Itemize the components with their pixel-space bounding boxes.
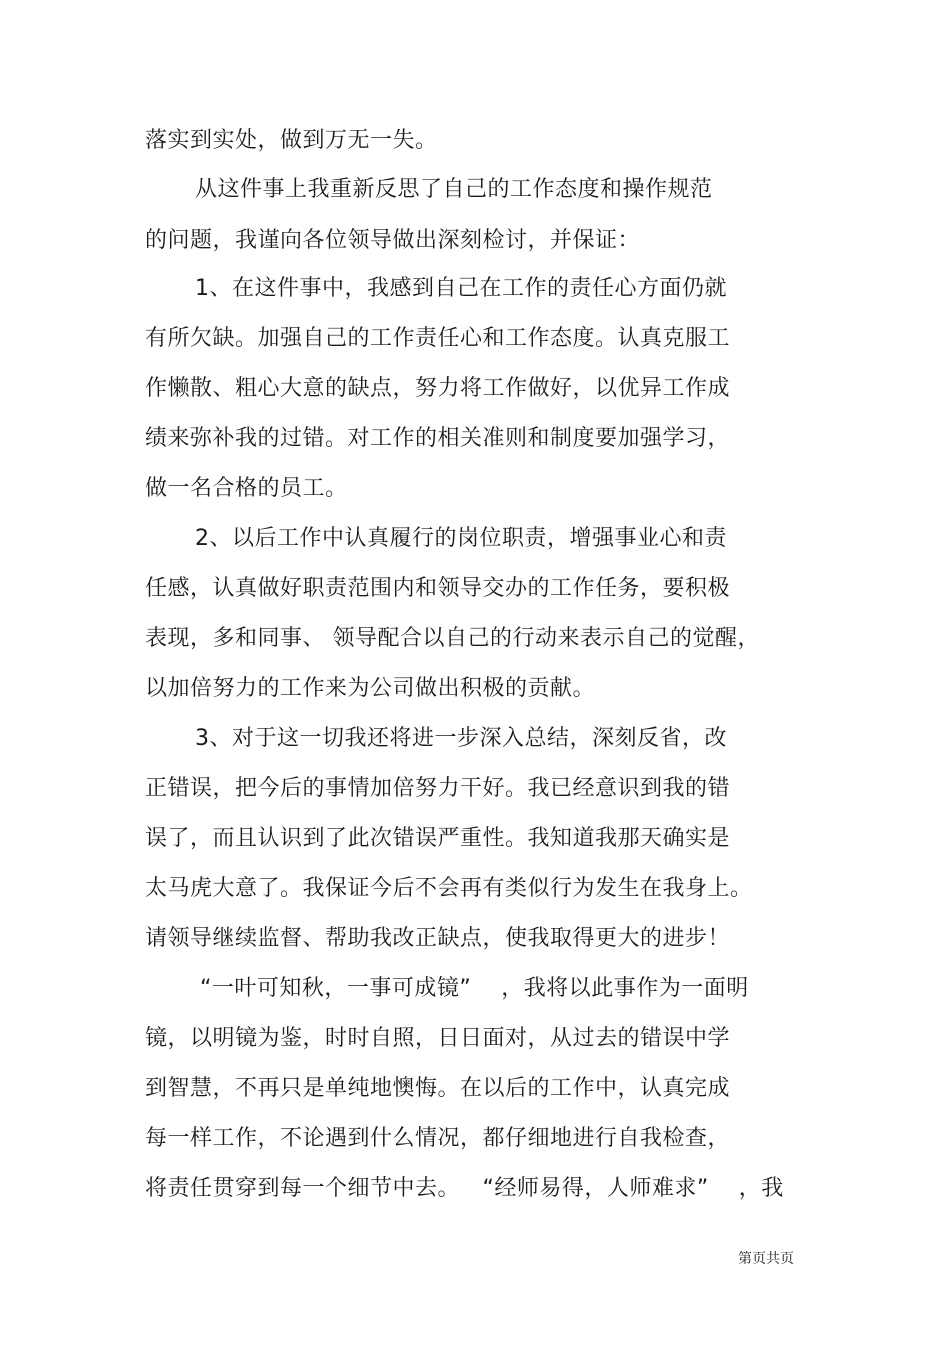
text-line: 误了，而且认识到了此次错误严重性。我知道我那天确实是 [145,826,731,851]
text-line: 太马虎大意了。我保证今后不会再有类似行为发生在我身上。 [145,876,753,901]
text-line: 做一名合格的员工。 [145,476,348,501]
page-footer: 第页共页 [738,1251,794,1267]
text-line: 3、对于这一切我还将进一步深入总结，深刻反省，改 [195,726,727,751]
text-line: 到智慧，不再只是单纯地懊悔。在以后的工作中，认真完成 [145,1076,731,1101]
text-line: 请领导继续监督、帮助我改正缺点，使我取得更大的进步！ [145,926,731,951]
text-line: 以加倍努力的工作来为公司做出积极的贡献。 [145,676,596,701]
text-line: 将责任贯穿到每一个细节中去。 “经师易得，人师难求” ，我 [145,1176,784,1201]
text-line: 任感，认真做好职责范围内和领导交办的工作任务，要积极 [145,576,731,601]
text-line: 1、在这件事中，我感到自己在工作的责任心方面仍就 [195,276,727,301]
text-line: 正错误，把今后的事情加倍努力干好。我已经意识到我的错 [145,776,731,801]
text-line: 2、以后工作中认真履行的岗位职责，增强事业心和责 [195,526,727,551]
text-line: 作懒散、粗心大意的缺点，努力将工作做好，以优异工作成 [145,376,731,401]
text-line: 绩来弥补我的过错。对工作的相关准则和制度要加强学习， [145,426,731,451]
text-line: 的问题，我谨向各位领导做出深刻检讨，并保证： [145,228,641,253]
text-line: 从这件事上我重新反思了自己的工作态度和操作规范 [195,177,713,202]
text-line: 落实到实处，做到万无一失。 [145,128,438,153]
text-line: “一叶可知秋，一事可成镜” ，我将以此事作为一面明 [200,976,749,1001]
text-line: 有所欠缺。加强自己的工作责任心和工作态度。认真克服工 [145,326,731,351]
text-line: 镜，以明镜为鉴，时时自照，日日面对，从过去的错误中学 [145,1026,731,1051]
text-line: 每一样工作，不论遇到什么情况，都仔细地进行自我检查， [145,1126,731,1151]
text-line: 表现，多和同事、 领导配合以自己的行动来表示自己的觉醒， [145,626,760,651]
